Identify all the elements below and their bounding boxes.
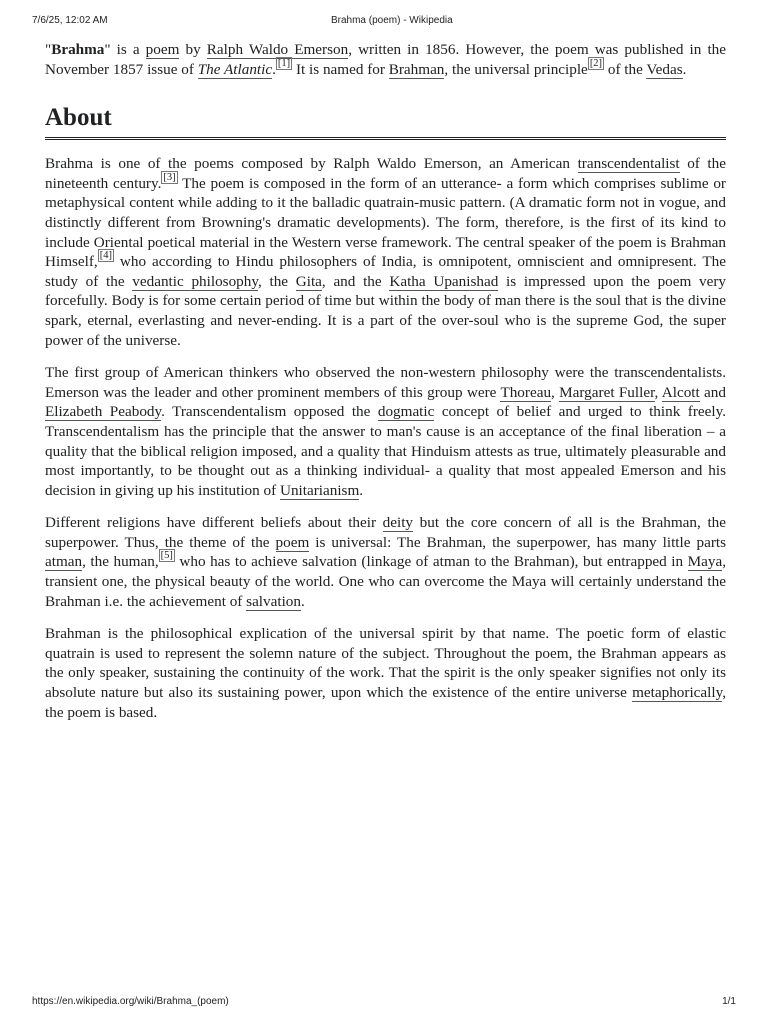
text: Different religions have different beliefs about their: [45, 514, 383, 532]
link-salvation[interactable]: salvation: [246, 592, 301, 610]
text: concept of belief and urged to think freely. Transcendentalism has the principle that the answer to man's cause is an acceptance of the final liberation – a quality that the biblical religion imposed, and a quality that Hinduism attests as true, ultimately pleasurable and most importantly, to be thought out as a thinking individual- a quality that most appealed Emerson and his decision in giving up his institution of: [45, 403, 726, 499]
text: " is a: [104, 41, 146, 58]
link-ralph-waldo-emerson[interactable]: Ralph Waldo Emerson: [206, 41, 349, 58]
text: by: [179, 41, 207, 58]
ref-1[interactable]: [276, 58, 292, 69]
link-deity[interactable]: deity: [382, 514, 414, 532]
text: , and the: [321, 272, 390, 290]
link-alcott[interactable]: Alcott: [661, 383, 700, 401]
print-page-title: Brahma (poem) - Wikipedia: [330, 15, 453, 26]
text: of the nineteenth century.: [45, 155, 726, 192]
text: but the core concern of all is the Brahman, the superpower. Thus, the theme of the: [45, 514, 726, 551]
text: .: [301, 592, 305, 610]
about-paragraph-2: [45, 363, 726, 500]
text: is universal: The Brahman, the superpower, has many little parts: [309, 533, 727, 551]
about-paragraph-1: [45, 154, 726, 350]
link-vedas[interactable]: Vedas: [646, 60, 683, 78]
about-paragraph-3: [45, 513, 726, 611]
text: .: [682, 60, 687, 78]
text: , transient one, the physical beauty of the world. One who can overcome the Maya will certainly understand the Brahman i.e. the achievement of: [45, 553, 726, 610]
link-the-atlantic[interactable]: The Atlantic: [197, 60, 273, 78]
link-vedantic-philosophy[interactable]: vedantic philosophy: [132, 272, 258, 290]
text: who has to achieve salvation (linkage of atman to the Brahman), but entrapped in: [174, 553, 688, 571]
link-dogmatic[interactable]: dogmatic: [377, 403, 435, 421]
print-header: [32, 15, 736, 26]
link-unitarianism[interactable]: Unitarianism: [279, 481, 360, 499]
ref-2-link[interactable]: [2]: [589, 57, 603, 69]
link-brahman[interactable]: Brahman: [388, 60, 445, 78]
text: ": [45, 41, 52, 58]
text: .: [359, 481, 364, 499]
link-gita[interactable]: Gita: [295, 272, 322, 290]
ref-5[interactable]: [159, 550, 175, 561]
text: , the human,: [82, 553, 159, 571]
link-margaret-fuller[interactable]: Margaret Fuller: [559, 383, 655, 401]
ref-5-link[interactable]: [5]: [160, 550, 173, 562]
article-title-bold: Brahma: [51, 41, 105, 58]
about-paragraph-4: [45, 624, 726, 722]
text: , the universal principle: [444, 60, 588, 78]
text: Brahma is one of the poems composed by Ralph Waldo Emerson, an American: [45, 155, 578, 173]
text: , written in 1856. However, the poem was published in the November 1857 issue of: [45, 41, 726, 78]
text: and: [699, 383, 726, 401]
link-transcendentalist[interactable]: transcendentalist: [577, 155, 680, 173]
link-metaphorically[interactable]: metaphorically: [632, 684, 723, 702]
print-footer: [32, 996, 736, 1007]
print-page-number: 1/1: [722, 996, 736, 1007]
text: .: [272, 60, 276, 78]
link-poem[interactable]: poem: [145, 41, 180, 58]
link-maya[interactable]: Maya: [687, 553, 723, 571]
ref-3[interactable]: [161, 172, 177, 183]
link-elizabeth-peabody[interactable]: Elizabeth Peabody: [45, 403, 162, 421]
text: The first group of American thinkers who observed the non-western philosophy were the transcendentalists. Emerson was the leader and other prominent members of this group were: [45, 364, 726, 401]
link-poem-2[interactable]: poem: [275, 533, 310, 551]
ref-3-link[interactable]: [3]: [163, 171, 176, 183]
text: It is named for: [292, 60, 389, 78]
ref-1-link[interactable]: [1]: [277, 57, 291, 69]
text: ,: [551, 383, 560, 401]
section-heading-about: About: [45, 103, 726, 140]
text: of the: [604, 60, 647, 78]
text: , the poem is based.: [45, 684, 726, 721]
link-thoreau[interactable]: Thoreau: [500, 383, 552, 401]
print-datetime: 7/6/25, 12:02 AM: [32, 15, 108, 26]
article-content: [45, 40, 726, 735]
text: who according to Hindu philosophers of India, is omnipotent, omniscient and omnipresent. The study of the: [45, 253, 726, 290]
text: ,: [654, 383, 662, 401]
ref-2[interactable]: [588, 58, 604, 69]
link-katha-upanishad[interactable]: Katha Upanishad: [389, 272, 499, 290]
text: is impressed upon the poem very forcefully. Body is for some certain period of time but within the body of man there is the soul that is the divine spark, eternal, everlasting and never-ending. It is a part of the over-soul who is the supreme God, the super power of the universe.: [45, 272, 727, 349]
ref-4[interactable]: [98, 250, 114, 261]
text: Brahman is the philosophical explication of the universal spirit by that name. The poetic form of elastic quatrain is used to represent the solemn nature of the subject. Throughout the poem, the Brahman appears as the only speaker, sustaining the continuity of the work. That the spirit is the only speaker signifies not only its absolute nature but also its sustaining power, upon which the existence of the entire universe: [45, 625, 726, 702]
ref-4-link[interactable]: [4]: [99, 250, 112, 262]
text: , the: [257, 272, 296, 290]
text: The poem is composed in the form of an utterance- a form which comprises sublime or metaphysical content while adding to it the balladic quatrain-music pattern. (A dramatic form not in vogue, and distinctly different from Browning's dramatic developments). The form, therefore, is the first of its kind to include Oriental poetical material in the Western verse framework. The central speaker of the poem is Brahman Himself,: [45, 174, 726, 271]
text: . Transcendentalism opposed the: [161, 403, 378, 421]
intro-paragraph: [45, 40, 726, 79]
print-url: https://en.wikipedia.org/wiki/Brahma_(poem): [32, 996, 229, 1007]
link-atman[interactable]: atman: [45, 553, 83, 571]
